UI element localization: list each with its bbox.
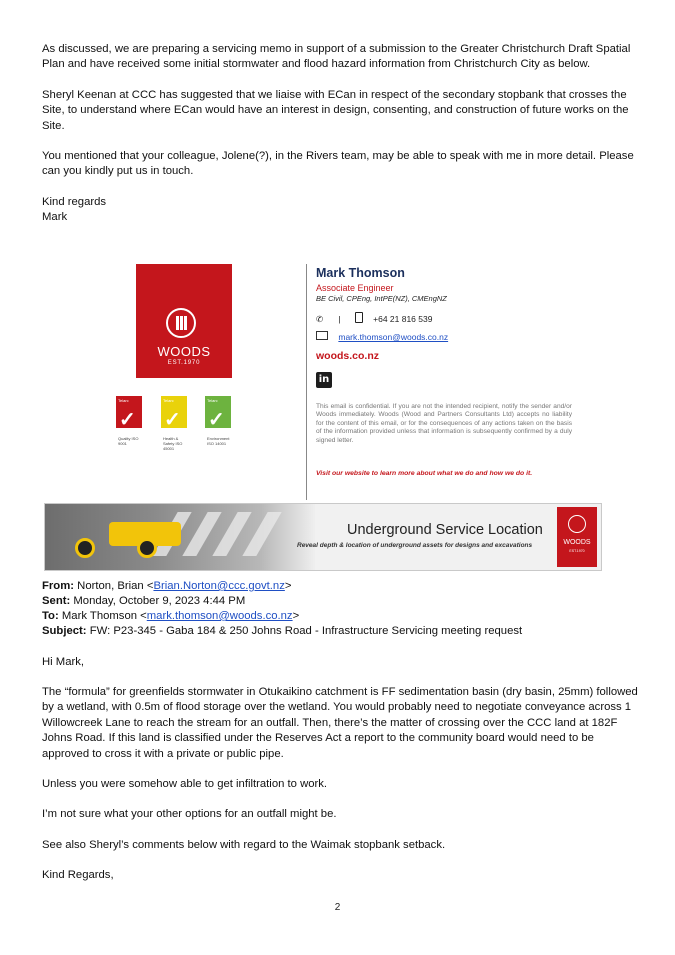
- signature-email-link[interactable]: mark.thomson@woods.co.nz: [338, 332, 449, 342]
- signature-phone-row: [316, 312, 432, 325]
- telarc-environment-badge: Telarc ✓ Environment ISO 14001: [207, 398, 230, 446]
- email-paragraph: Unless you were somehow able to get infiltration to work.: [42, 778, 328, 790]
- email-paragraph: The “formula” for greenfields stormwater in Otukaikino catchment is FF sedimentation basin (dry basin, 25mm) followed by a wetland, with 0.5m of flood storage over the wetland. You would probably need to negotiate conveyance across 1 Willowcreek Lane to reach the stream for an outfall. Then, there’s the matter of crossing over the CCC land at 182F Johns Road. If this land is classified under the Reserves Act a report to the community board would need to be approved to cross it with a private or public pipe.: [42, 686, 638, 760]
- subject-line: Subject: FW: P23-345 - Gaba 184 & 250 Johns Road - Infrastructure Servicing meeting request: [42, 625, 523, 637]
- sender-name: Mark: [42, 211, 68, 223]
- signature-qualifications: BE Civil, CPEng, IntPE(NZ), CMEngNZ: [316, 294, 447, 303]
- locator-photo: [45, 504, 315, 570]
- signoff: Kind regards: [42, 196, 107, 208]
- banner-subtitle: Reveal depth & location of underground assets for designs and excavations: [297, 542, 533, 549]
- banner-logo-wordmark: WOODS: [563, 539, 591, 546]
- mobile-number[interactable]: +64 21 816 539: [373, 314, 433, 324]
- banner-logo-established: EST.1970: [569, 549, 585, 553]
- greeting: Hi Mark,: [42, 656, 85, 668]
- woods-emblem-icon: [166, 308, 196, 338]
- from-email-link[interactable]: Brian.Norton@ccc.govt.nz: [153, 580, 285, 592]
- sent-line: Sent: Monday, October 9, 2023 4:44 PM: [42, 595, 246, 607]
- linkedin-icon[interactable]: in: [316, 372, 332, 388]
- to-email-link[interactable]: mark.thomson@woods.co.nz: [146, 610, 293, 622]
- email-paragraph: Sheryl Keenan at CCC has suggested that we liaise with ECan in respect of the secondary stopbank that crosses the Site, to understand where ECan would have an interest in design, consenting, and construction of future works on the Site.: [42, 89, 629, 132]
- mail-icon: [316, 331, 328, 340]
- to-line: To: Mark Thomson <mark.thomson@woods.co.nz>: [42, 610, 300, 622]
- from-line: From: Norton, Brian <Brian.Norton@ccc.govt.nz>: [42, 580, 292, 592]
- email-paragraph: You mentioned that your colleague, Jolene(?), in the Rivers team, may be able to speak with me in more detail. Please can you kindly put us in touch.: [42, 150, 634, 178]
- signoff: Kind Regards,: [42, 869, 114, 881]
- woods-logo[interactable]: [136, 264, 232, 378]
- banner-title: Underground Service Location: [347, 522, 543, 538]
- email-paragraph: See also Sheryl’s comments below with regard to the Waimak stopbank setback.: [42, 839, 446, 851]
- signature-divider: [306, 264, 307, 500]
- visit-website-link[interactable]: Visit our website to learn more about what we do and how we do it.: [316, 470, 533, 477]
- telarc-safety-badge: Telarc ✓ Health & Safety ISO 45001: [161, 396, 187, 448]
- mobile-icon: [355, 312, 363, 323]
- phone-icon: ✆: [316, 314, 324, 324]
- logo-wordmark: WOODS: [157, 344, 211, 359]
- confidentiality-disclaimer: This email is confidential. If you are not the intended recipient, notify the sender and/or Woods immediately. Woods (Wood and Partners Consultants Ltd) accepts no liability for the content of this email, or for the consequences of any actions taken on the basis of the information provided unless that information is subsequently confirmed by a duly signed letter.: [316, 403, 572, 444]
- website-link[interactable]: woods.co.nz: [316, 350, 379, 362]
- email-paragraph: As discussed, we are preparing a servicing memo in support of a submission to the Greater Christchurch Draft Spatial Plan and have received some initial stormwater and flood hazard information from Christchurch City as below.: [42, 43, 631, 71]
- signature-role: Associate Engineer: [316, 283, 394, 293]
- page-number: 2: [334, 902, 341, 913]
- signature-email-row: [316, 331, 448, 342]
- checkmark-icon: ✓: [119, 409, 136, 431]
- email-paragraph: I’m not sure what your other options for an outfall might be.: [42, 808, 337, 820]
- banner-woods-logo: [557, 507, 597, 567]
- logo-established: EST.1970: [167, 360, 201, 366]
- checkmark-icon: ✓: [208, 409, 225, 431]
- woods-emblem-icon: [568, 515, 586, 533]
- signature-name: Mark Thomson: [316, 266, 405, 280]
- checkmark-icon: ✓: [164, 409, 181, 431]
- telarc-quality-badge: Telarc ✓ Quality ISO 9001: [116, 396, 142, 448]
- service-banner[interactable]: [44, 503, 602, 571]
- phone-separator: |: [338, 314, 341, 324]
